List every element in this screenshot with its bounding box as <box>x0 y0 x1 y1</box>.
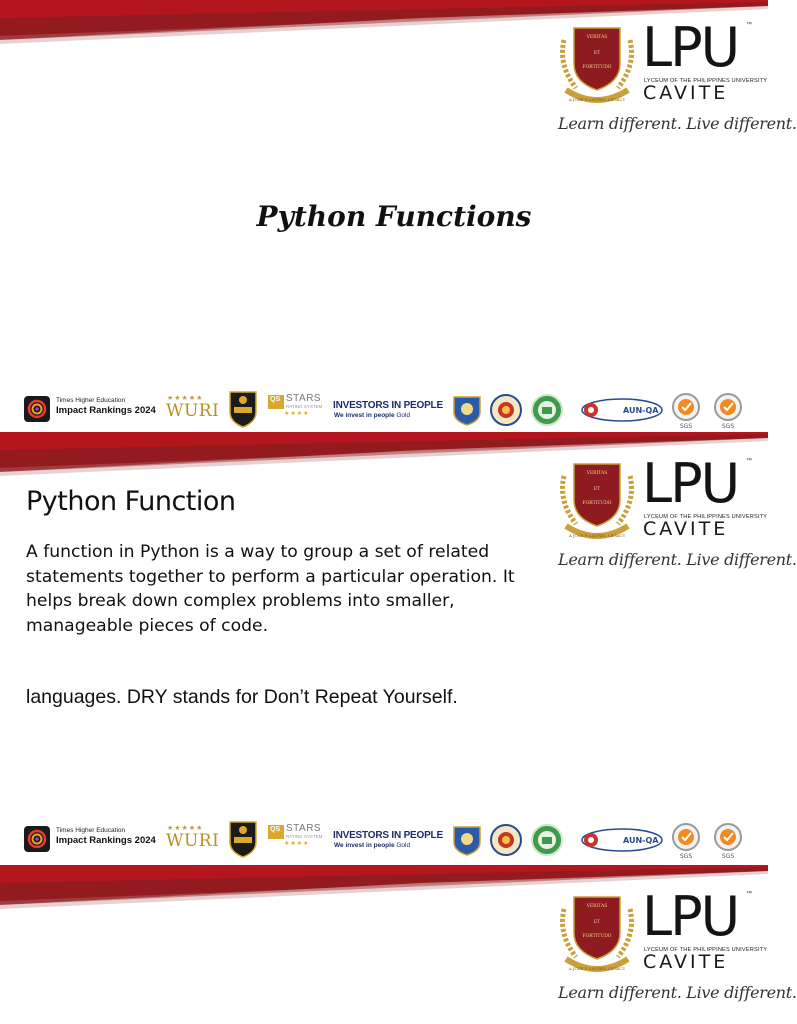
slide-paragraph: A function in Python is a way to group a set of related statements together to perform a particular operation. It helps break down complex problems into smaller, manageable pieces of code. <box>26 542 515 636</box>
seal-icon-1 <box>451 824 483 856</box>
sgs-certification-icon-1 <box>669 392 703 430</box>
lpu-cavite-logo <box>554 885 797 1013</box>
campus-name: CAVITE <box>643 951 729 973</box>
ranked-shield-icon <box>228 820 258 858</box>
investors-in-people-subtitle: We invest in people Gold <box>334 412 411 419</box>
the-rankings-line1: Times Higher Education <box>56 397 126 404</box>
qs-stars-title: STARS <box>286 393 322 404</box>
slide-partial <box>0 865 797 1024</box>
qs-stars-title: STARS <box>286 823 322 834</box>
svg-text:VERITAS: VERITAS <box>586 904 608 909</box>
svg-text:FORTITUDO: FORTITUDO <box>582 65 612 70</box>
qs-label: QS <box>270 826 281 833</box>
investors-in-people-title: INVESTORS IN PEOPLE <box>333 400 443 411</box>
accreditation-footer <box>0 812 768 868</box>
slide-python-function <box>0 432 797 865</box>
trademark-mark: ™ <box>746 891 752 897</box>
accreditation-footer <box>0 382 768 438</box>
slide-heading: Python Function <box>26 486 236 517</box>
the-rankings-logo-icon <box>24 826 50 852</box>
sgs-certification-icon-2 <box>711 822 745 860</box>
aun-qa-label: AUN-QA <box>623 406 659 415</box>
qs-stars-rating: ★★★★ <box>284 841 310 847</box>
qs-stars-rating: ★★★★ <box>284 411 310 417</box>
trademark-mark: ™ <box>746 458 752 464</box>
lpu-wordmark: LPU <box>642 452 739 515</box>
qs-stars-subtitle: RATING SYSTEM <box>286 834 323 839</box>
lpu-crest-icon <box>554 20 640 106</box>
lpu-crest-icon <box>554 456 640 542</box>
sgs-certification-icon-2 <box>711 392 745 430</box>
seal-icon-2 <box>490 824 522 856</box>
wuri-stars: ★★★★★ <box>167 395 204 402</box>
wuri-logo: WURI <box>166 401 220 421</box>
tagline: Learn different. Live different. <box>558 114 797 133</box>
svg-text:VERITAS: VERITAS <box>586 471 608 476</box>
the-rankings-line2: Impact Rankings 2024 <box>56 405 156 416</box>
svg-text:ET: ET <box>593 51 601 56</box>
svg-text:A JOSE P. LAUREL LEGACY: A JOSE P. LAUREL LEGACY <box>568 533 626 538</box>
sgs-label: SGS <box>679 423 693 430</box>
svg-text:FORTITUDO: FORTITUDO <box>582 934 612 939</box>
svg-text:ET: ET <box>593 487 601 492</box>
svg-text:A JOSE P. LAUREL LEGACY: A JOSE P. LAUREL LEGACY <box>568 966 626 971</box>
university-name: LYCEUM OF THE PHILIPPINES UNIVERSITY <box>644 947 768 953</box>
wuri-stars: ★★★★★ <box>167 825 204 832</box>
sgs-label: SGS <box>679 853 693 860</box>
sgs-certification-icon-1 <box>669 822 703 860</box>
aun-qa-label: AUN-QA <box>623 836 659 845</box>
aun-qa-logo-icon <box>581 828 663 852</box>
svg-text:FORTITUDO: FORTITUDO <box>582 501 612 506</box>
svg-text:ET: ET <box>593 920 601 925</box>
lpu-cavite-logo <box>554 452 797 580</box>
sgs-label: SGS <box>721 853 735 860</box>
investors-in-people-title: INVESTORS IN PEOPLE <box>333 830 443 841</box>
qs-stars-subtitle: RATING SYSTEM <box>286 404 323 409</box>
seal-icon-3 <box>531 824 563 856</box>
investors-in-people-subtitle: We invest in people Gold <box>334 842 411 849</box>
slide-title <box>0 0 797 432</box>
university-name: LYCEUM OF THE PHILIPPINES UNIVERSITY <box>644 78 768 84</box>
the-rankings-logo-icon <box>24 396 50 422</box>
the-rankings-line1: Times Higher Education <box>56 827 126 834</box>
seal-icon-1 <box>451 394 483 426</box>
lpu-wordmark: LPU <box>642 16 739 79</box>
lpu-cavite-logo <box>554 16 797 144</box>
campus-name: CAVITE <box>643 82 729 104</box>
slide-dry-line: languages. DRY stands for Don’t Repeat Yourself. <box>26 686 458 708</box>
qs-label: QS <box>270 396 281 403</box>
tagline: Learn different. Live different. <box>558 550 797 569</box>
lpu-wordmark: LPU <box>642 885 739 948</box>
svg-text:VERITAS: VERITAS <box>586 35 608 40</box>
ranked-shield-icon <box>228 390 258 428</box>
seal-icon-3 <box>531 394 563 426</box>
campus-name: CAVITE <box>643 518 729 540</box>
seal-icon-2 <box>490 394 522 426</box>
trademark-mark: ™ <box>746 22 752 28</box>
wuri-logo: WURI <box>166 831 220 851</box>
sgs-label: SGS <box>721 423 735 430</box>
deck-title: Python Functions <box>256 200 532 233</box>
university-name: LYCEUM OF THE PHILIPPINES UNIVERSITY <box>644 514 768 520</box>
tagline: Learn different. Live different. <box>558 983 797 1002</box>
the-rankings-line2: Impact Rankings 2024 <box>56 835 156 846</box>
aun-qa-logo-icon <box>581 398 663 422</box>
svg-text:A JOSE P. LAUREL LEGACY: A JOSE P. LAUREL LEGACY <box>568 97 626 102</box>
lpu-crest-icon <box>554 889 640 975</box>
